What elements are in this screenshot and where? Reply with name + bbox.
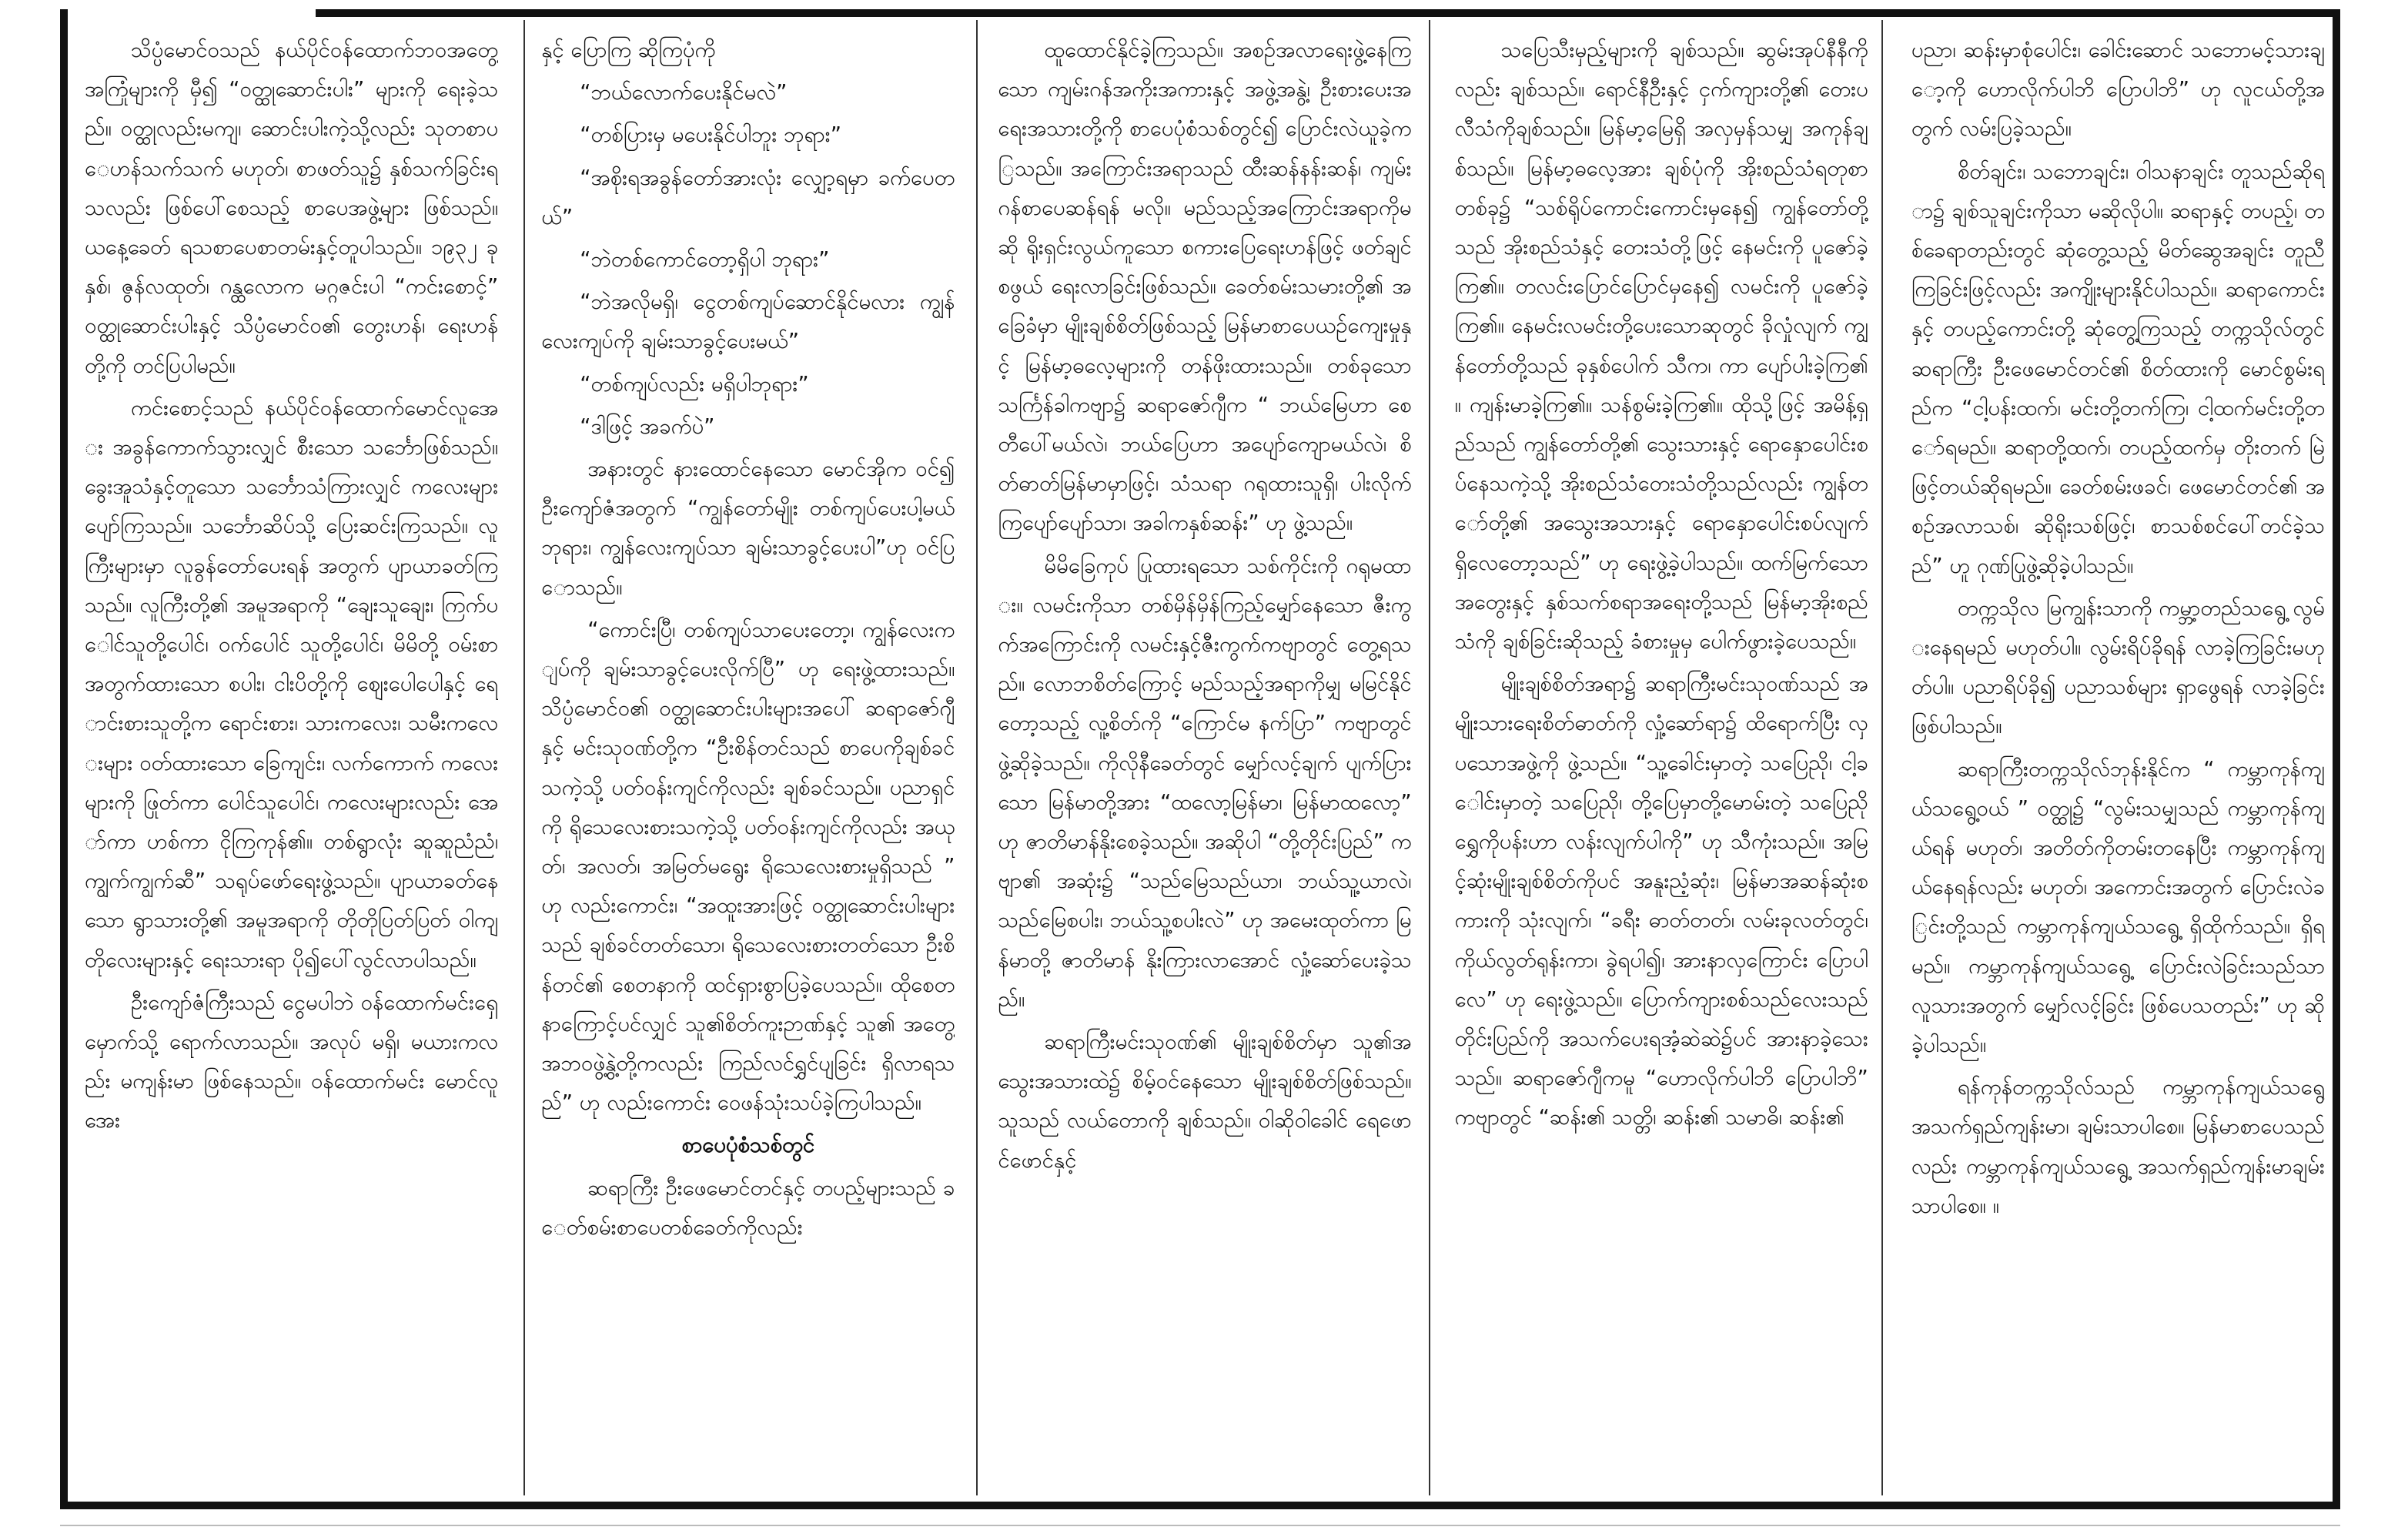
frame-bottom-border: [60, 1502, 2340, 1509]
section-heading: စာပေပုံစံသစ်တွင်: [681, 1133, 815, 1158]
column-3: [998, 31, 1411, 1494]
paragraph: “ကောင်းပြီ၊ တစ်ကျပ်သာပေးတော့၊ ကျွန်လေးကျပ်ကို ချမ်းသာခွင့်ပေးလိုက်ပြီ” ဟု ရေးဖွဲ့ထားသည်။ သိပ္ပံမောင်ဝ၏ ဝတ္ထုဆောင်းပါးများအပေါ် ဆရာဇော်ဂျီနှင့် မင်းသုဝဏ်တို့က “ဦးစိန်တင်သည် စာပေကိုချစ်ခင်သကဲ့သို့ ပတ်ဝန်းကျင်ကိုလည်း ချစ်ခင်သည်။ ပညာရှင်ကို ရိုသေလေးစားသကဲ့သို့ ပတ်ဝန်းကျင်ကိုလည်း အယုတ်၊ အလတ်၊ အမြတ်မရွေး ရိုသေလေးစားမှုရှိသည် ” ဟု လည်းကောင်း၊ “အထူးအားဖြင့် ဝတ္ထုဆောင်းပါးများသည် ချစ်ခင်တတ်သော၊ ရိုသေလေးစားတတ်သော ဦးစိန်တင်၏ စေတနာကို ထင်ရှားစွာပြခဲ့ပေသည်။ ထိုစေတနာကြောင့်ပင်လျှင် သူ၏စိတ်ကူးဉာဏ်နှင့် သူ၏ အတွေ့အဘဝဖွဲ့နွဲ့တို့ကလည်း ကြည်လင်ရွှင်ပျခြင်း ရှိလာရသည်” ဟု လည်းကောင်း ဝေဖန်သုံးသပ်ခဲ့ကြပါသည်။: [541, 617, 955, 1116]
column-2: [541, 31, 955, 1494]
paragraph: ရန်ကုန်တက္ကသိုလ်သည် ကမ္ဘာကုန်ကျယ်သရွေ့ အသက်ရှည်ကျန်းမာ၊ ချမ်းသာပါစေ။ မြန်မာစာပေသည်လည်း ကမ္ဘာကုန်ကျယ်သရွေ့ အသက်ရှည်ကျန်းမာချမ်းသာပါစေ။ ။: [1911, 1075, 2326, 1218]
frame-top-border: [316, 9, 2340, 17]
paragraph: ပညာ၊ ဆန်းမှာစုံပေါင်း၊ ခေါင်းဆောင် သဘောမင့်သားချော့ကို ဟောလိုက်ပါဘိ ပြောပါဘိ” ဟု လူငယ်တို့အတွက် လမ်းပြခဲ့သည်။: [1911, 38, 2326, 142]
paragraph: စိတ်ချင်း၊ သဘောချင်း၊ ဝါသနာချင်း တူသည်ဆိုရာ၌ ချစ်သူချင်းကိုသာ မဆိုလိုပါ။ ဆရာနှင့် တပည့်၊ တစ်ခေရာတည်းတွင် ဆုံတွေ့သည့် မိတ်ဆွေအချင်း တူညီကြခြင်းဖြင့်လည်း အကျိုးများနိုင်ပါသည်။ ဆရာကောင်းနှင့် တပည့်ကောင်းတို့ ဆုံတွေ့ကြသည့် တက္ကသိုလ်တွင် ဆရာကြီး ဦးဖေမောင်တင်၏ စိတ်ထားကို မောင်စွမ်းရည်က “ငါ့ပန်းထက်၊ မင်းတို့တက်ကြ၊ ငါ့ထက်မင်းတို့တော်ရမည်။ ဆရာတို့ထက်၊ တပည့်ထက်မှ တိုးတက် မြဲဖြင့်တယ်ဆိုရမည်။ ခေတ်စမ်းဖခင်၊ ဖေမောင်တင်၏ အစဉ်အလာသစ်၊ ဆိုရိုးသစ်ဖြင့်၊ စာသစ်စင်ပေါ်တင်ခဲ့သည်” ဟူ ဂုဏ်ပြုဖွဲ့ဆိုခဲ့ပါသည်။: [1911, 159, 2326, 578]
paragraph: ထူထောင်နိုင်ခဲ့ကြသည်။ အစဉ်အလာရေးဖွဲ့နေကြသော ကျမ်းဂန်အကိုးအကားနှင့် အဖွဲ့အနွဲ့၊ ဦးစားပေးအရေးအသားတို့ကို စာပေပုံစံသစ်တွင်၍ ပြောင်းလဲယူခဲ့ကြသည်။ အကြောင်းအရာသည် ထီးဆန်နန်းဆန်၊ ကျမ်းဂန်စာပေဆန်ရန် မလို။ မည်သည့်အကြောင်းအရာကိုမဆို ရိုးရှင်းလွယ်ကူသော စကားပြေရေးဟန်ဖြင့် ဖတ်ချင်စဖွယ် ရေးလာခြင်းဖြစ်သည်။ ခေတ်စမ်းသမားတို့၏ အခြေခံမှာ မျိုးချစ်စိတ်ဖြစ်သည့် မြန်မာစာပေယဉ်ကျေးမှုနှင့် မြန်မာ့ဓလေ့များကို တန်ဖိုးထားသည်။ တစ်ခုသော သင်္ကြန်ခါကဗျာ၌ ဆရာဇော်ဂျီက “ ဘယ်မြေဟာ စေတီပေါ်မယ်လဲ၊ ဘယ်ပြေဟာ အပျော်ကျောမယ်လဲ၊ စိတ်ဓာတ်မြန်မာမှာဖြင့်၊ သံသရာ ဂရုထားသူရှိ၊ ပါးလိုက်ကြပျော်ပျော်သာ၊ အခါကနှစ်ဆန်း” ဟု ဖွဲ့သည်။: [998, 38, 1412, 536]
dialogue-line: “တစ်ကျပ်လည်း မရှိပါဘုရား”: [580, 371, 809, 397]
dialogue-line: “အစိုးရအခွန်တော်အားလုံး လျှော့ရမှာ ခက်ပေတယ်”: [541, 165, 955, 229]
paragraph: သိပ္ပံမောင်ဝသည် နယ်ပိုင်ဝန်ထောက်ဘဝအတွေ့အကြုံများကို မှီ၍ “ဝတ္ထုဆောင်းပါး” များကို ရေးခဲ့သည်။ ဝတ္ထုလည်းမကျ၊ ဆောင်းပါးကဲ့သို့လည်း သုတစာပေဟန်သက်သက် မဟုတ်၊ စာဖတ်သူ၌ နှစ်သက်ခြင်းရသလည်း ဖြစ်ပေါ်စေသည့် စာပေအဖွဲ့များ ဖြစ်သည်။ ယနေ့ခေတ် ရသစာပေစာတမ်းနှင့်တူပါသည်။ ၁၉၃၂ ခုနှစ်၊ ဇွန်လထုတ်၊ ဂန္ထလောက မဂ္ဂဇင်းပါ “ကင်းစောင့်” ဝတ္ထုဆောင်းပါးနှင့် သိပ္ပံမောင်ဝ၏ တွေးဟန်၊ ရေးဟန်တို့ကို တင်ပြပါမည်။: [85, 38, 499, 378]
dialogue-line: “ဘယ်လောက်ပေးနိုင်မလဲ”: [580, 80, 788, 105]
paragraph: ဆရာကြီး ဦးဖေမောင်တင်နှင့် တပည့်များသည် ခေတ်စမ်းစာပေတစ်ခေတ်ကိုလည်း: [541, 1175, 955, 1240]
paragraph: ဆရာကြီးတက္ကသိုလ်ဘုန်းနိုင်က “ ကမ္ဘာကုန်ကျယ်သရွေ့ဝယ် ” ဝတ္ထု၌ “လွမ်းသမျှသည် ကမ္ဘာကုန်ကျယ်ရန် မဟုတ်၊ အတိတ်ကိုတမ်းတနေပြီး ကမ္ဘာကုန်ကျယ်နေရန်လည်း မဟုတ်၊ အကောင်းအတွက် ပြောင်းလဲခြင်းတို့သည် ကမ္ဘာကုန်ကျယ်သရွေ့ ရှိထိုက်သည်။ ရှိရမည်။ ကမ္ဘာကုန်ကျယ်သရွေ့ ပြောင်းလဲခြင်းသည်သာ လူသားအတွက် မျှော်လင့်ခြင်း ဖြစ်ပေသတည်း” ဟု ဆိုခဲ့ပါသည်။: [1911, 756, 2326, 1058]
paragraph: အနားတွင် နားထောင်နေသော မောင်အိုက ဝင်၍ ဦးကျော်ဇံအတွက် “ကျွန်တော်မျိုး တစ်ကျပ်ပေးပါ့မယ် ဘုရား၊ ကျွန်လေးကျပ်သာ ချမ်းသာခွင့်ပေးပါ”ဟု ဝင်ပြောသည်။: [541, 457, 955, 600]
dialogue-line: “တစ်ပြားမှ မပေးနိုင်ပါဘူး ဘုရား”: [580, 122, 841, 148]
paragraph: ဦးကျော်ဇံကြီးသည် ငွေမပါဘဲ ဝန်ထောက်မင်းရှေ့မှောက်သို့ ရောက်လာသည်။ အလုပ် မရှိ၊ မယားကလည်း မကျန်းမာ ဖြစ်နေသည်။ ဝန်ထောက်မင်း မောင်လူအေး: [85, 990, 499, 1134]
paragraph: မိမိခြေကုပ် ပြုထားရသော သစ်ကိုင်းကို ဂရုမထား။ လမင်းကိုသာ တစ်မှိန်မှိန်ကြည့်မျှော်နေသော ဇီးကွက်အကြောင်းကို လမင်းနှင့်ဇီးကွက်ကဗျာတွင် တွေ့ရသည်။ လောဘစိတ်ကြောင့် မည်သည့်အရာကိုမျှ မမြင်နိုင်တော့သည့် လူ့စိတ်ကို “ကြောင်မ နက်ပြာ” ကဗျာတွင် ဖွဲ့ဆိုခဲ့သည်။ ကိုလိုနီခေတ်တွင် မျှော်လင့်ချက် ပျက်ပြားသော မြန်မာတို့အား “ထလော့မြန်မာ၊ မြန်မာထလော့” ဟု ဇာတိမာန်နိုးစေခဲ့သည်။ အဆိုပါ “တို့တိုင်းပြည်” ကဗျာ၏ အဆုံး၌ “သည်မြေသည်ယာ၊ ဘယ်သူ့ယာလဲ၊ သည်မြေစပါး၊ ဘယ်သူ့စပါးလဲ” ဟု အမေးထုတ်ကာ မြန်မာတို့ ဇာတိမာန် နိုးကြားလာအောင် လှုံ့ဆော်ပေးခဲ့သည်။: [998, 553, 1412, 1012]
paragraph: နှင့် ပြောကြ ဆိုကြပုံကို: [541, 38, 716, 62]
frame-left-border: [60, 9, 68, 1509]
paragraph: မျိုးချစ်စိတ်အရာ၌ ဆရာကြီးမင်းသုဝဏ်သည် အမျိုးသားရေးစိတ်ဓာတ်ကို လှုံ့ဆော်ရာ၌ ထိရောက်ပြီး လှပသောအဖွဲ့ကို ဖွဲ့သည်။ “သူ့ခေါင်းမှာတဲ့ သပြေညို၊ ငါ့ခေါင်းမှာတဲ့ သပြေညို၊ တို့ပြေမှာတို့မောမ်းတဲ့ သပြေညို ရွှေကိုပန်းဟာ လန်းလျက်ပါကို” ဟု သီကုံးသည်။ အမြင့်ဆုံးမျိုးချစ်စိတ်ကိုပင် အနူးညံ့ဆုံး၊ မြန်မာအဆန်ဆုံးစကားကို သုံးလျက်၊ “ခရီး ဓာတ်တတ်၊ လမ်းခုလတ်တွင်၊ ကိုယ်လွတ်ရုန်းကာ၊ ခွဲရပါ၍၊ အားနာလှကြောင်း ပြောပါလေ” ဟု ရေးဖွဲ့သည်။ ပြောက်ကျားစစ်သည်လေးသည် တိုင်းပြည်ကို အသက်ပေးရအံ့ဆဲဆဲ၌ပင် အားနာခဲ့သေးသည်။ ဆရာဇော်ဂျီကမူ “ဟောလိုက်ပါဘိ ပြောပါဘိ” ကဗျာတွင် “ဆန်း၏ သတ္တိ၊ ဆန်း၏ သမာဓိ၊ ဆန်း၏: [1454, 671, 1868, 1130]
column-1: [85, 31, 498, 1494]
paragraph: ကင်းစောင့်သည် နယ်ပိုင်ဝန်ထောက်မောင်လူအေး အခွန်ကောက်သွားလျှင် စီးသော သင်္ဘောဖြစ်သည်။ ခွေးအူသံနှင့်တူသော သင်္ဘောသံကြားလျှင် ကလေးများ ပျော်ကြသည်။ သင်္ဘောဆိပ်သို့ ပြေးဆင်းကြသည်။ လူကြီးများမှာ လူခွန်တော်ပေးရန် အတွက် ပျာယာခတ်ကြသည်။ လူကြီးတို့၏ အမူအရာကို “ချေးသူချေး၊ ကြက်ပေါင်သူတို့ပေါင်၊ ဝက်ပေါင် သူတို့ပေါင်၊ မိမိတို့ ဝမ်းစာအတွက်ထားသော စပါး၊ ငါးပိတို့ကို ဈေးပေါပေါနှင့် ရောင်းစားသူတို့က ရောင်းစား၊ သားကလေး၊ သမီးကလေးများ ဝတ်ထားသော ခြေကျင်း၊ လက်ကောက် ကလေးများကို ဖြုတ်ကာ ပေါင်သူပေါင်၊ ကလေးများလည်း အော်ကာ ဟစ်ကာ ငိုကြကုန်၏။ တစ်ရွာလုံး ဆူဆူညံညံ၊ ကျွက်ကျွက်ဆီ” သရုပ်ဖော်ရေးဖွဲ့သည်။ ပျာယာခတ်နေသော ရွာသားတို့၏ အမူအရာကို တိုတိုပြတ်ပြတ် ဝါကျတိုလေးများနှင့် ရေးသားရာ ပို၍ပေါ်လွင်လာပါသည်။: [85, 395, 499, 973]
paragraph: တက္ကသိုလ မြကျွန်းသာကို ကမ္ဘာ့တည်သရွေ့ လွမ်းနေရမည် မဟုတ်ပါ။ လွမ်းရိပ်ခိုရန် လာခဲ့ကြခြင်းမဟုတ်ပါ။ ပညာရိပ်ခို၍ ပညာသစ်များ ရှာဖွေရန် လာခဲ့ခြင်းဖြစ်ပါသည်။: [1911, 595, 2326, 739]
article-body: [85, 31, 2325, 1494]
dialogue-line: “ဘဲအလိုမရှိ၊ ငွေတစ်ကျပ်ဆောင်နိုင်မလား ကျွန်လေးကျပ်ကို ချမ်းသာခွင့်ပေးမယ်”: [541, 290, 955, 354]
paragraph: ဆရာကြီးမင်းသုဝဏ်၏ မျိုးချစ်စိတ်မှာ သူ၏အသွေးအသားထဲ၌ စိမ့်ဝင်နေသော မျိုးချစ်စိတ်ဖြစ်သည်။ သူသည် လယ်တောကို ချစ်သည်။ ဝါဆိုဝါခေါင် ရေဖောင်ဖောင်နှင့်: [998, 1030, 1412, 1173]
column-4: [1455, 31, 1868, 1494]
dialogue-line: “ဒါဖြင့် အခက်ပဲ”: [580, 414, 715, 439]
column-5: [1911, 31, 2325, 1494]
frame-right-border: [2333, 9, 2340, 1509]
paragraph: သပြေသီးမှည့်များကို ချစ်သည်။ ဆွမ်းအုပ်နီနီကိုလည်း ချစ်သည်။ ရောင်နီဦးနှင့် ငှက်ကျားတို့၏ တေးပလီသံကိုချစ်သည်။ မြန်မာ့မြေရှိ အလှမှန်သမျှ အကုန်ချစ်သည်။ မြန်မာ့ဓလေ့အား ချစ်ပုံကို အိုးစည်သံရတုစာတစ်ခု၌ “သစ်ရိုပ်ကောင်းကောင်းမှနေ၍ ကျွန်တော်တို့သည် အိုးစည်သံနှင့် တေးသံတို့ဖြင့် နေမင်းကို ပူဇော်ခဲ့ကြ၏။ တလင်းပြောင်ပြောင်မှနေ၍ လမင်းကို ပူဇော်ခဲ့ကြ၏။ နေမင်းလမင်းတို့ပေးသောဆုတွင် ခိုလှုံလျက် ကျွန်တော်တို့သည် ခုနှစ်ပေါက် သီက၊ ကာ ပျော်ပါးခဲ့ကြ၏။ ကျန်းမာခဲ့ကြ၏။ သန်စွမ်းခဲ့ကြ၏။ ထိုသို့ဖြင့် အမိန့်ရှည်သည် ကျွန်တော်တို့၏ သွေးသားနှင့် ရောနှောပေါင်းစပ်နေသကဲ့သို့ အိုးစည်သံတေးသံတို့သည်လည်း ကျွန်တော်တို့၏ အသွေးအသားနှင့် ရောနှောပေါင်းစပ်လျက် ရှိလေတော့သည်” ဟု ရေးဖွဲ့ခဲ့ပါသည်။ ထက်မြက်သော အတွေးနှင့် နှစ်သက်စရာအရေးတို့သည် မြန်မာ့အိုးစည်သံကို ချစ်ခြင်းဆိုသည့် ခံစားမှုမှ ပေါက်ဖွားခဲ့ပေသည်။: [1454, 38, 1868, 655]
dialogue-line: “ဘဲတစ်ကောင်တော့ရှိပါ ဘုရား”: [580, 247, 830, 273]
footer-rule: [60, 1525, 2340, 1526]
